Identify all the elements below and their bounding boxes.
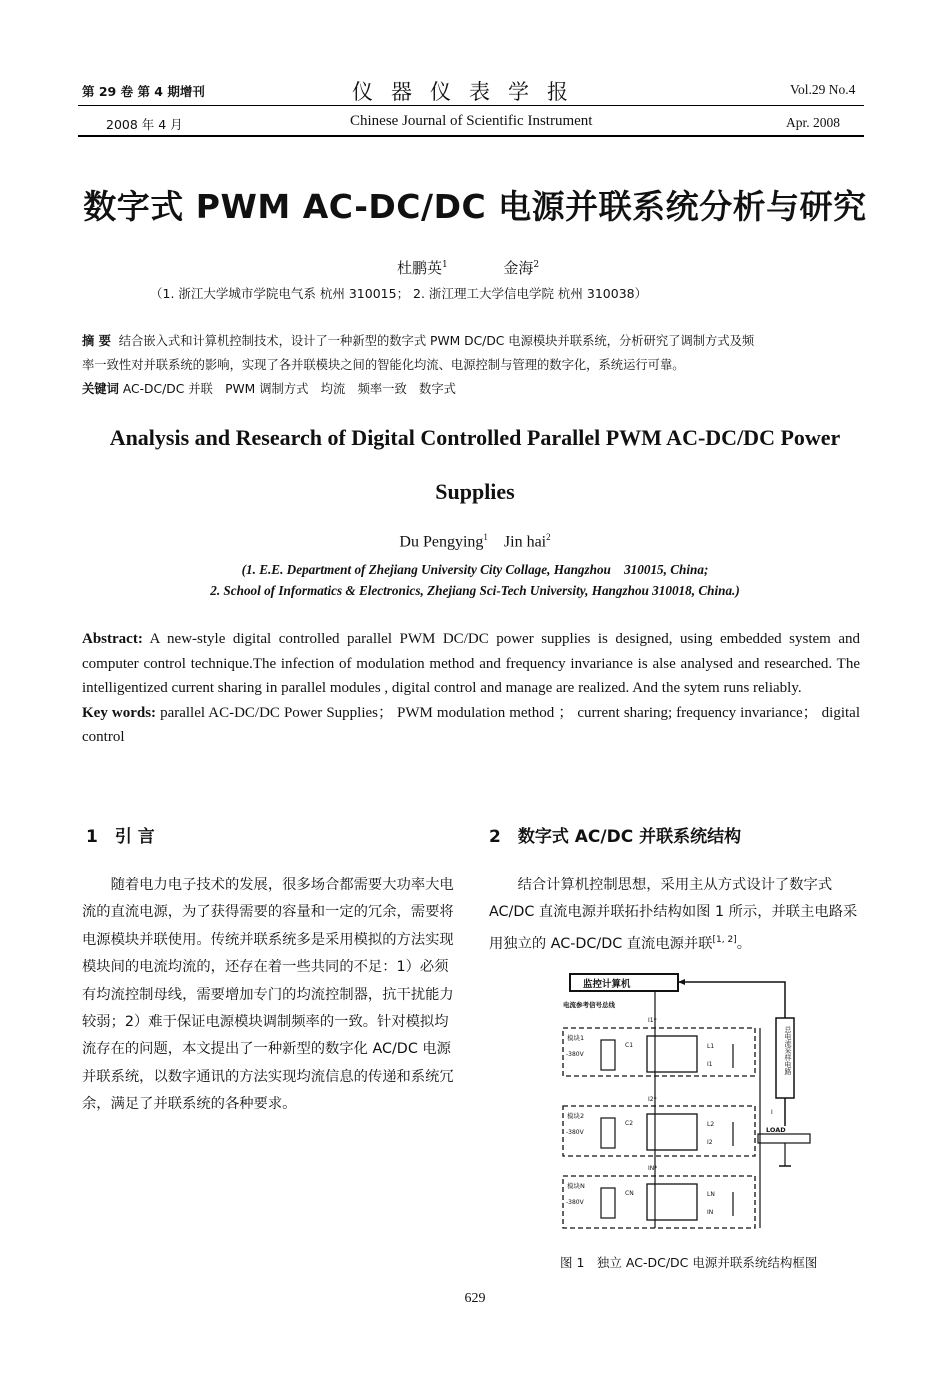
paper-title-en-line2: Supplies: [435, 479, 515, 504]
load-box: [758, 1134, 810, 1143]
load-label: LOAD: [766, 1126, 786, 1134]
bus-label: 电流参考信号总线: [563, 1001, 615, 1009]
module2-iref: I2*: [648, 1096, 657, 1103]
moduleN-voltage: -380V: [566, 1199, 584, 1206]
abstract-cn-line1: [82, 331, 872, 349]
module2-i: I2: [707, 1139, 713, 1146]
sensor-label: 总电流采样电路: [784, 1026, 792, 1075]
header-rule-top: [78, 105, 864, 106]
arrow-head-monitor: [678, 979, 685, 985]
module1-capacitor-box: [601, 1040, 615, 1070]
author-en-1-sup: 1: [483, 532, 488, 542]
header-rule-bottom: [78, 135, 864, 137]
module1-voltage: -380V: [566, 1051, 584, 1058]
keywords-cn-text: AC-DC/DC 并联 PWM 调制方式 均流 频率一致 数字式: [122, 382, 456, 396]
moduleN-i: IN: [707, 1209, 714, 1216]
section1-body: [82, 872, 460, 1119]
module1-l: L1: [707, 1043, 715, 1050]
paper-title-en-line1: Analysis and Research of Digital Controlled Parallel PWM AC-DC/DC Power: [109, 425, 841, 450]
keywords-en-text: parallel AC-DC/DC Power Supplies； PWM modulation method ； current sharing; frequency invariance； digital control: [82, 704, 861, 745]
author-cn-1: 杜鹏英: [397, 259, 443, 277]
authors-en: [0, 532, 950, 551]
monitor-label: 监控计算机: [583, 979, 631, 990]
module2-voltage: -380V: [566, 1129, 584, 1136]
author-en-2-sup: 2: [546, 532, 551, 542]
journal-title-en: Chinese Journal of Scientific Instrument: [350, 113, 593, 129]
section1-heading: 1 引 言: [86, 827, 155, 847]
abstract-en-text: A new-style digital controlled parallel PWM DC/DC power supplies is designed, using embedded system and computer control technique.The infection of modulation method and frequency invariance is alse analysed and researched. The intelligentized current sharing in parallel modules , digital control and manage are realized. And the sytem runs reliably.: [82, 631, 860, 696]
moduleN-c: CN: [625, 1190, 634, 1197]
author-cn-2-sup: 2: [533, 260, 540, 270]
module2-label: 模块2: [567, 1112, 585, 1120]
page-number: 629: [464, 1291, 486, 1306]
abstract-cn-text2: 率一致性对并联系统的影响，实现了各并联模块之间的智能化均流、电源控制与管理的数字化，系统运行可靠。: [82, 358, 685, 372]
header-date-cn: 2008 年 4 月: [106, 117, 183, 132]
header-date-en: Apr. 2008: [786, 115, 840, 130]
affiliations-cn: （1. 浙江大学城市学院电气系 杭州 310015； 2. 浙江理工大学信电学院 杭州 310038）: [150, 286, 648, 301]
module2-capacitor-box: [601, 1118, 615, 1148]
keywords-cn: [82, 379, 456, 397]
authors-cn: [397, 257, 539, 278]
abstract-cn-text1: 结合嵌入式和计算机控制技术，设计了一种新型的数字式 PWM DC/DC 电源模块并联系统，分析研究了调制方式及频: [118, 334, 755, 348]
moduleN-capacitor-box: [601, 1188, 615, 1218]
section1-paragraph: 随着电力电子技术的发展，很多场合都需要大功率大电流的直流电源，为了获得需要的容量和一定的冗余，需要将电源模块并联使用。传统并联系统多是采用模拟的方法实现模块间的电流均流的，还存在着一些共同的不足：1）必须有均流控制母线，需要增加专门的均流控制器，抗干扰能力较弱；2）难于保证电源模块调制频率的一致。针对模拟均流存在的问题，本文提出了一种新型的数字化 AC/DC 电源并联系统，以数字通讯的方法实现均流信息的传递和系统冗余，满足了并联系统的各种要求。: [82, 877, 454, 1113]
abstract-en: [82, 627, 860, 750]
module1-box: [563, 1028, 755, 1076]
header-volume-en: Vol.29 No.4: [790, 82, 856, 97]
keywords-cn-label: 关键词: [82, 382, 119, 396]
author-en-1: Du Pengying: [399, 533, 484, 551]
module2-l: L2: [707, 1121, 715, 1128]
section2-paragraph-end: 。: [736, 935, 752, 952]
figure1-caption: 图 1 独立 AC-DC/DC 电源并联系统结构框图: [560, 1255, 818, 1270]
figure1-diagram: [555, 968, 815, 1243]
author-en-2: Jin hai: [503, 533, 547, 551]
module1-i: I1: [707, 1061, 713, 1068]
paper-title-cn: 数字式 PWM AC-DC/DC 电源并联系统分析与研究: [83, 187, 867, 226]
section2-body: [489, 872, 863, 958]
abstract-cn-label: 摘 要: [82, 334, 111, 348]
author-cn-2: 金海: [503, 259, 534, 277]
feedback-line: [678, 982, 785, 1018]
keywords-en-label: Key words:: [82, 704, 157, 721]
journal-title-cn: 仪器仪表学报: [352, 80, 586, 104]
author-cn-1-sup: 1: [442, 260, 448, 270]
moduleN-iref: IN*: [648, 1165, 658, 1172]
total-current-label: I: [771, 1109, 773, 1116]
module1-c: C1: [625, 1042, 634, 1049]
moduleN-label: 模块N: [567, 1182, 585, 1190]
module1-iref: I1*: [648, 1017, 657, 1024]
header-volume-cn: 第 29 卷 第 4 期增刊: [82, 84, 205, 99]
section2-heading: 2 数字式 AC/DC 并联系统结构: [489, 827, 742, 847]
abstract-en-label: Abstract:: [82, 631, 143, 647]
affiliation-en-line1: (1. E.E. Department of Zhejiang University City Collage, Hangzhou 310015, China;: [241, 562, 709, 577]
affiliation-en-line2: 2. School of Informatics & Electronics, Zhejiang Sci-Tech University, Hangzhou 310018, China.): [210, 583, 740, 598]
section2-cite: [1, 2]: [712, 934, 737, 945]
module1-label: 模块1: [567, 1034, 585, 1042]
module2-c: C2: [625, 1120, 634, 1127]
moduleN-l: LN: [707, 1191, 715, 1198]
section2-paragraph: 结合计算机控制思想，采用主从方式设计了数字式 AC/DC 直流电源并联拓扑结构如图 1 所示，并联主电路采用独立的 AC-DC/DC 直流电源并联: [489, 877, 858, 952]
